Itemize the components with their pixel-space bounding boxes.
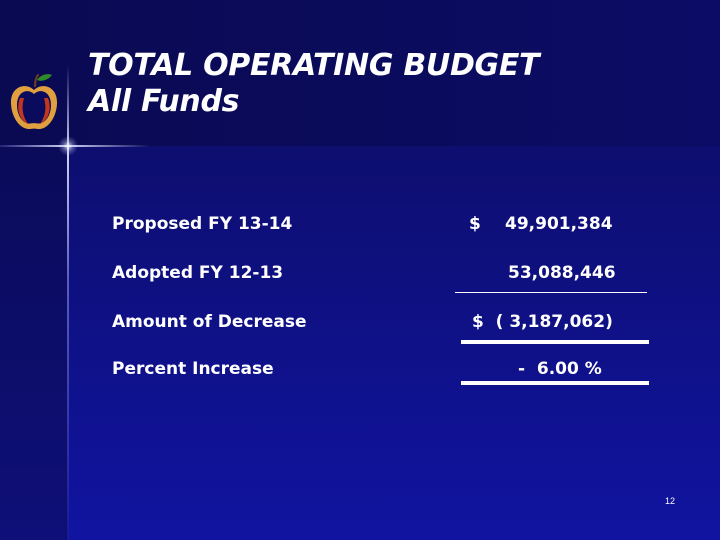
subtotal-rule bbox=[455, 292, 647, 293]
apple-icon bbox=[6, 70, 62, 134]
slide-title bbox=[88, 48, 539, 120]
percent-label: Percent Increase bbox=[112, 359, 274, 379]
decrease-label: Amount of Decrease bbox=[112, 312, 307, 332]
adopted-label: Adopted FY 12-13 bbox=[112, 263, 284, 283]
proposed-currency: $ bbox=[469, 214, 481, 234]
adopted-amount: 53,088,446 bbox=[508, 263, 616, 283]
proposed-label: Proposed FY 13-14 bbox=[112, 214, 293, 234]
proposed-amount: 49,901,384 bbox=[505, 214, 613, 234]
title-line-2: All Funds bbox=[88, 84, 240, 119]
total-rule-1 bbox=[461, 340, 649, 344]
page-number: 12 bbox=[664, 496, 675, 506]
title-line-1: TOTAL OPERATING BUDGET bbox=[88, 48, 540, 83]
percent-value: - 6.00 % bbox=[518, 359, 602, 379]
decrease-amount: $ ( 3,187,062) bbox=[472, 312, 613, 332]
total-rule-2 bbox=[461, 381, 649, 385]
left-column bbox=[0, 146, 68, 540]
crosshair-glow bbox=[58, 136, 78, 156]
